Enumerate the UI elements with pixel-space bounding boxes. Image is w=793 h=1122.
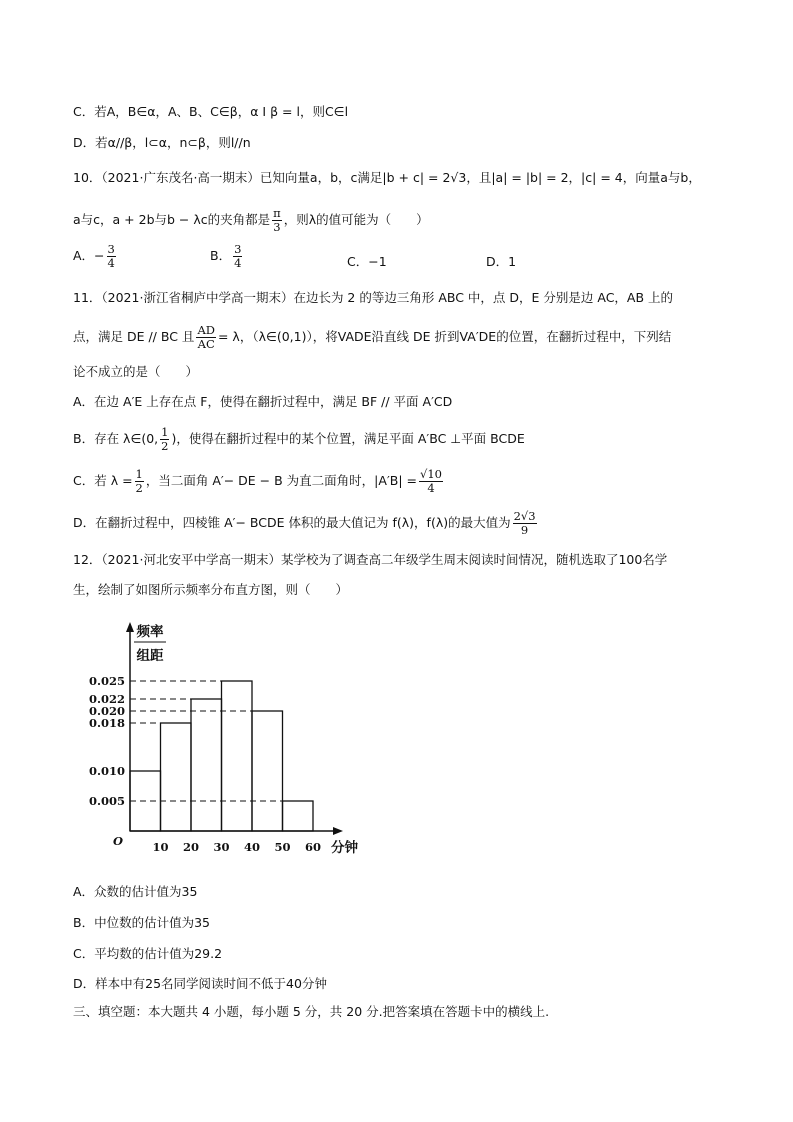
fraction-numerator: 3	[234, 242, 242, 256]
y-tick-label: 0.020	[88, 704, 125, 718]
max-value-fraction	[513, 510, 537, 537]
fraction-numerator: √10	[420, 467, 442, 481]
q10-line-1: 10．（2021·广东茂名·高一期末）已知向量a，b，c满足|b + c| = 2√3，且|a| = |b| = 2，|c| = 4，向量a与b，	[73, 170, 701, 185]
histogram-bar	[283, 801, 314, 831]
fraction-denominator: 3	[273, 220, 281, 234]
y-tick-label: 0.010	[88, 764, 125, 778]
x-axis-arrow	[333, 827, 343, 835]
q12-option-c: C．平均数的估计值为29.2	[73, 946, 223, 961]
y-axis-arrow	[126, 622, 134, 632]
histogram-bar	[191, 699, 222, 831]
fraction-numerator: AD	[197, 323, 215, 337]
fraction-numerator: 3	[107, 242, 115, 256]
histogram-bar	[222, 681, 253, 831]
q12-option-b: B．中位数的估计值为35	[73, 915, 210, 930]
x-tick-label: 20	[182, 840, 200, 854]
fraction-denominator: 2	[135, 481, 143, 495]
x-axis-label: 分钟	[331, 840, 358, 856]
q10-option-d: D．1	[486, 254, 517, 269]
y-axis-label-top: 频率	[136, 624, 164, 640]
q10-line-2b: ，则λ的值可能为（ ）	[283, 212, 429, 227]
q9-option-d: D．若α//β，l⊂α，n⊂β，则l//n	[73, 135, 251, 150]
fraction-denominator: AC	[197, 337, 215, 351]
y-tick-label: 0.018	[88, 716, 125, 730]
fraction-numerator: 1	[161, 425, 169, 439]
ad-over-ac-fraction	[196, 324, 216, 351]
x-tick-label: 30	[213, 840, 230, 854]
histogram-bar	[161, 723, 192, 831]
q11-option-c	[73, 468, 445, 495]
option-a-label: A．−	[73, 248, 105, 263]
q11-option-c-b: ，当二面角 A′− DE − B 为直二面角时，|A′B| =	[145, 473, 418, 488]
q12-line-2: 生，绘制了如图所示频率分布直方图，则（ ）	[73, 582, 349, 597]
q10-line-2	[73, 207, 429, 234]
q12-option-a: A．众数的估计值为35	[73, 884, 198, 899]
q10-option-b	[210, 243, 244, 270]
fraction-denominator: 4	[107, 256, 115, 270]
fraction-denominator: 4	[234, 256, 242, 270]
option-b-label: B．	[210, 248, 232, 263]
y-axis-label-bottom: 组距	[136, 648, 164, 664]
root10-over-4-fraction	[419, 468, 443, 495]
fraction-denominator: 4	[427, 481, 435, 495]
fraction-denominator: 2	[161, 439, 169, 453]
fraction-numerator: π	[273, 206, 281, 220]
q11-option-b-a: B．存在 λ∈(0,	[73, 431, 159, 446]
section-3-heading: 三、填空题：本大题共 4 小题，每小题 5 分，共 20 分.把答案填在答题卡中的横线上.	[73, 1004, 550, 1019]
x-tick-label: 10	[152, 840, 169, 854]
y-tick-label: 0.005	[88, 794, 125, 808]
x-tick-label: 60	[304, 840, 322, 854]
pi-over-3-fraction	[272, 207, 282, 234]
frequency-histogram	[88, 618, 375, 863]
fraction-numerator: 1	[135, 467, 143, 481]
q11-option-d	[73, 510, 539, 537]
q10-line-2a: a与c，a + 2b与b − λc的夹角都是	[73, 212, 271, 227]
q12-option-d: D．样本中有25名同学阅读时间不低于40分钟	[73, 976, 327, 991]
q11-line-3: 论不成立的是（ ）	[73, 364, 199, 379]
q11-option-c-a: C．若 λ =	[73, 473, 133, 488]
half-fraction	[135, 468, 144, 495]
q9-option-c: C．若A，B∈α，A、B、C∈β，α I β = l，则C∈l	[73, 104, 349, 119]
option-b-fraction	[233, 243, 242, 270]
y-tick-label: 0.025	[88, 674, 125, 688]
q11-option-b	[73, 426, 525, 453]
chart-bars	[130, 681, 313, 831]
x-tick-label: 50	[274, 840, 291, 854]
q11-option-d-a: D．在翻折过程中，四棱锥 A′− BCDE 体积的最大值记为 f(λ)，f(λ)的最大值为	[73, 515, 511, 530]
q11-option-a: A．在边 A′E 上存在点 F，使得在翻折过程中，满足 BF // 平面 A′CD	[73, 394, 453, 409]
x-tick-label: 40	[243, 840, 261, 854]
q12-line-1: 12．（2021·河北安平中学高一期末）某学校为了调查高二年级学生周末阅读时间情况，随机选取了100名学	[73, 552, 668, 567]
half-fraction	[160, 426, 169, 453]
option-a-fraction	[107, 243, 116, 270]
origin-label: O	[113, 834, 124, 848]
q11-line-2b: = λ，（λ∈(0,1)），将VADE沿直线 DE 折到VA′DE的位置，在翻折过程中，下列结	[217, 329, 672, 344]
histogram-bar	[252, 711, 283, 831]
fraction-denominator: 9	[520, 523, 529, 537]
q11-line-2	[73, 324, 671, 351]
q11-line-1: 11．（2021·浙江省桐庐中学高一期末）在边长为 2 的等边三角形 ABC 中，点 D，E 分别是边 AC，AB 上的	[73, 290, 674, 305]
q11-line-2a: 点，满足 DE // BC 且	[73, 329, 195, 344]
q10-option-c: C．−1	[347, 254, 387, 269]
fraction-numerator: 2√3	[513, 509, 536, 523]
q11-option-b-b: )，使得在翻折过程中的某个位置，满足平面 A′BC ⊥平面 BCDE	[171, 431, 525, 446]
y-tick-label: 0.022	[88, 692, 125, 706]
q10-option-a	[73, 243, 118, 270]
